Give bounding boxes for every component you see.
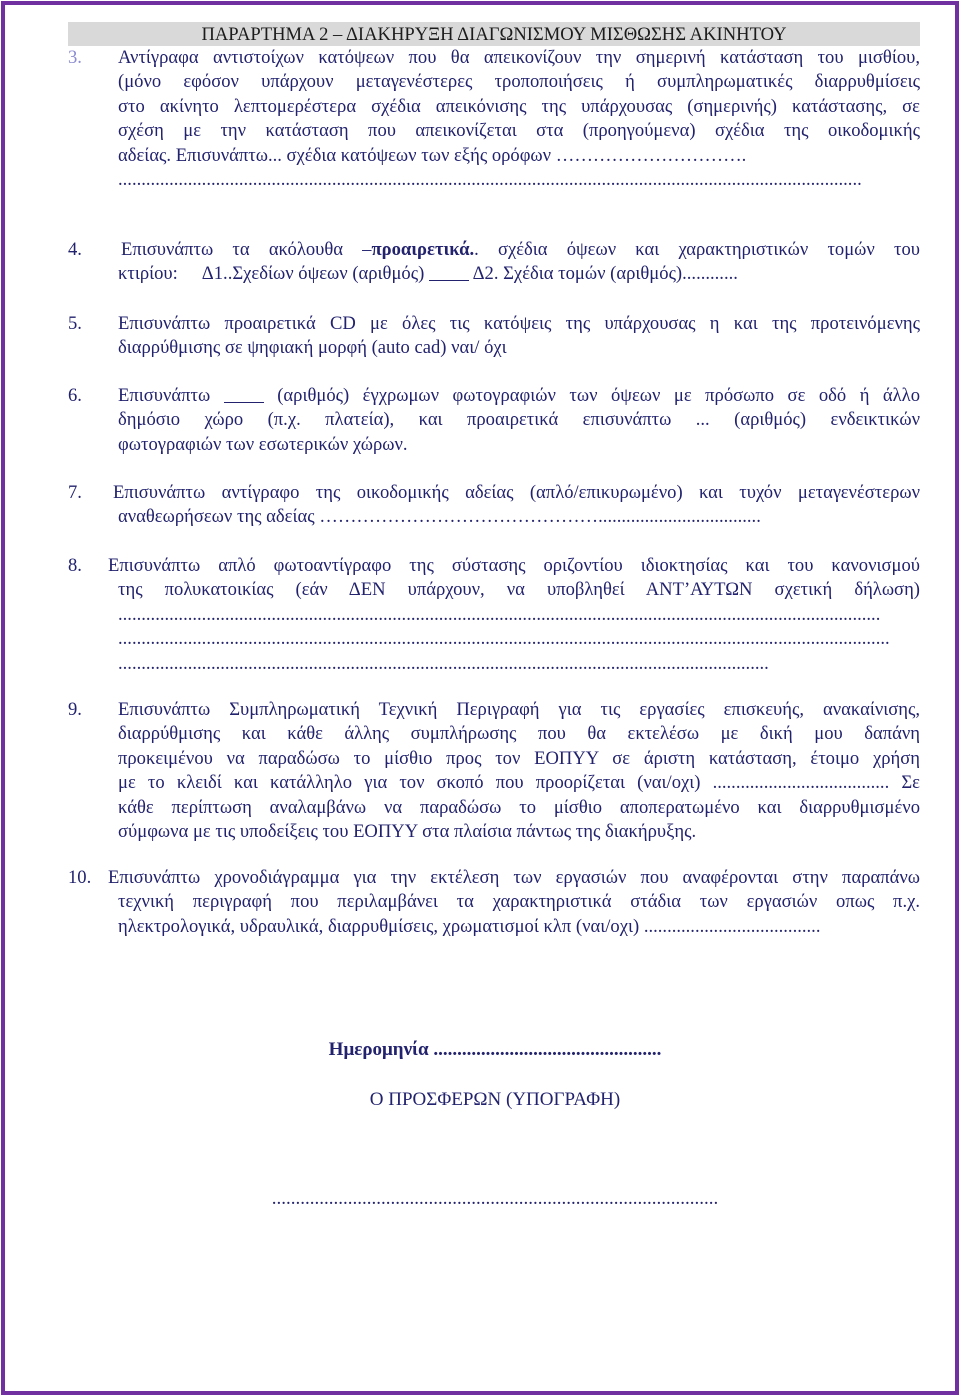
item-8-dotted-line: ............................................................................................................................................: [118, 652, 769, 674]
item-7-text-line: Επισυνάπτω αντίγραφο της οικοδομικής αδείας (απλό/επικυρωμένο) και τυχόν μεταγενέστερων: [113, 482, 920, 503]
item-8-text-line: Επισυνάπτω απλό φωτοαντίγραφο της σύστασης οριζοντίου ιδιοκτησίας και του κανονισμού: [108, 555, 920, 576]
item-5-text-line: Επισυνάπτω προαιρετικά CD με όλες τις κατόψεις της υπάρχουσας η και της προτεινόμενης: [118, 313, 920, 334]
item-10-text-line: τεχνική περιγραφή που περιλαμβάνει τα χαρακτηριστικά στάδια των εργασιών οπως π.χ.: [118, 891, 920, 913]
item-4: [68, 238, 920, 287]
item-8-text-line: της πολυκατοικίας (εάν ΔΕΝ υπάρχουν, να υποβληθεί ΑΝΤ’ΑΥΤΩΝ σχετική δήλωση): [118, 579, 920, 601]
item-6-text-line: δημόσιο χώρο (π.χ. πλατεία), και προαιρετικά επισυνάπτω ... (αριθμός) ενδεικτικών: [118, 409, 920, 431]
item-7: [68, 481, 920, 530]
item-3-text-line: στο ακίνητο λεπτομερέστερα σχέδια απεικόνισης της υπάρχουσας (σημερινής) κατάστασης, σε: [118, 95, 920, 117]
item-8: [68, 554, 920, 676]
item-6-number: 6.: [68, 385, 82, 406]
sections-count-label: Δ2. Σχέδια τομών (αριθμός)............: [472, 263, 738, 285]
item-9-number: 9.: [68, 699, 82, 720]
item-6: [68, 384, 920, 457]
item-4-text-line: [121, 238, 920, 262]
item-3-dotted-line: ................................................................................................................................................................: [118, 168, 862, 190]
item-5-text-line: διαρρύθμισης σε ψηφιακή μορφή (auto cad) ναι/ όχι: [118, 337, 507, 359]
item-3: [68, 46, 920, 192]
item-6-text-line: [118, 384, 920, 408]
item-10-text-line: Επισυνάπτω χρονοδιάγραμμα για την εκτέλεση των εργασιών που αναφέρονται στην παραπάνω: [108, 867, 920, 888]
item-3-text-line: (μόνο εφόσον υπάρχουν μεταγενέστερες τροποποιήσεις ή συμπληρωματικές διαρρυθμίσεις: [118, 71, 920, 93]
item-6-text: (αριθμός) έγχρωμων φωτογραφιών των όψεων με πρόσωπο σε οδό ή άλλο: [277, 385, 920, 406]
date-label: Ημερομηνία: [328, 1039, 429, 1060]
building-label: κτιρίου:: [118, 263, 178, 285]
elevations-count-label: Δ1..Σχεδίων όψεων (αριθμός): [201, 263, 425, 285]
item-9-text-line: με το κλειδί και κατάλληλο για τον σκοπό που προορίζεται (ναι/οχι) ...................................... Σε: [118, 772, 920, 794]
item-9-text-line: διαρρύθμισης και κάθε άλλης συμπλήρωσης που θα εκτελέσω με δική μου δαπάνη: [118, 723, 920, 745]
item-4-text: Επισυνάπτω τα ακόλουθα –: [121, 239, 372, 260]
optional-emphasis: προαιρετικά.: [371, 239, 475, 260]
date-dots: ................................................: [433, 1039, 662, 1060]
item-10-number: 10.: [68, 867, 92, 888]
item-10-text-line: ηλεκτρολογικά, υδραυλικά, διαρρυθμίσεις, χρωματισμοί κλπ (ναι/οχι) ......................................: [118, 915, 821, 937]
item-9-text-line: προκειμένου να παραδώσω το μίσθιο προς τον ΕΟΠΥΥ σε άριστη κατάσταση, έτοιμο χρήση: [118, 747, 920, 769]
elevations-count-blank: [429, 264, 469, 281]
item-4-number: 4.: [68, 239, 82, 260]
date-line: [100, 1037, 890, 1063]
item-8-dotted-line: ......................................................................................................................................................................: [118, 628, 890, 650]
item-10: [68, 866, 920, 939]
item-7-number: 7.: [68, 482, 82, 503]
signature-line: ..............................................................................................: [271, 1188, 719, 1209]
item-9-text-line: Επισυνάπτω Συμπληρωματική Τεχνική Περιγραφή για τις εργασίες επισκευής, ανακαίνισης,: [118, 699, 920, 720]
item-3-number: 3.: [68, 47, 82, 68]
item-6-text: Επισυνάπτω: [118, 385, 211, 406]
item-6-text-line: φωτογραφιών των εσωτερικών χώρων.: [118, 433, 408, 455]
item-3-text-line: Αντίγραφα αντιστοίχων κατόψεων που θα απεικονίζουν την σημερινή κατάσταση του μισθίου,: [118, 47, 920, 68]
item-7-text-line: αναθεωρήσεων της αδείας ………………………………………...................................: [118, 506, 761, 528]
photo-count-blank: [224, 386, 264, 403]
item-4-text-line: [118, 262, 920, 286]
item-5: [68, 312, 920, 361]
item-9: [68, 698, 920, 844]
item-3-text-line: αδείας. Επισυνάπτω... σχέδια κατόψεων των εξής ορόφων ………………………….: [118, 144, 747, 166]
item-8-number: 8.: [68, 555, 82, 576]
signer-title: Ο ΠΡΟΣΦΕΡΩΝ (ΥΠΟΓΡΑΦΗ): [369, 1089, 621, 1110]
item-4-text: . σχέδια όψεων και χαρακτηριστικών τομών του: [474, 239, 920, 260]
item-3-text-line: σχέση με την κατάσταση που απεικονίζεται στα (προηγούμενα) σχέδια της οικοδομικής: [118, 120, 920, 142]
page-header: ΠΑΡΑΡΤΗΜΑ 2 – ΔΙΑΚΗΡΥΞΗ ΔΙΑΓΩΝΙΣΜΟΥ ΜΙΣΘΩΣΗΣ ΑΚΙΝΗΤΟΥ: [68, 22, 920, 46]
item-5-number: 5.: [68, 313, 82, 334]
item-9-text-line: κάθε περίπτωση αναλαμβάνω να παραδώσω το μίσθιο αποπερατωμένο και διαρρυθμισμένο: [118, 796, 920, 818]
item-9-text-line: σύμφωνα με τις υποδείξεις του ΕΟΠΥΥ στα πλαίσια πάντως της διακήρυξης.: [118, 820, 697, 842]
item-8-dotted-line: ....................................................................................................................................................................: [118, 603, 881, 625]
